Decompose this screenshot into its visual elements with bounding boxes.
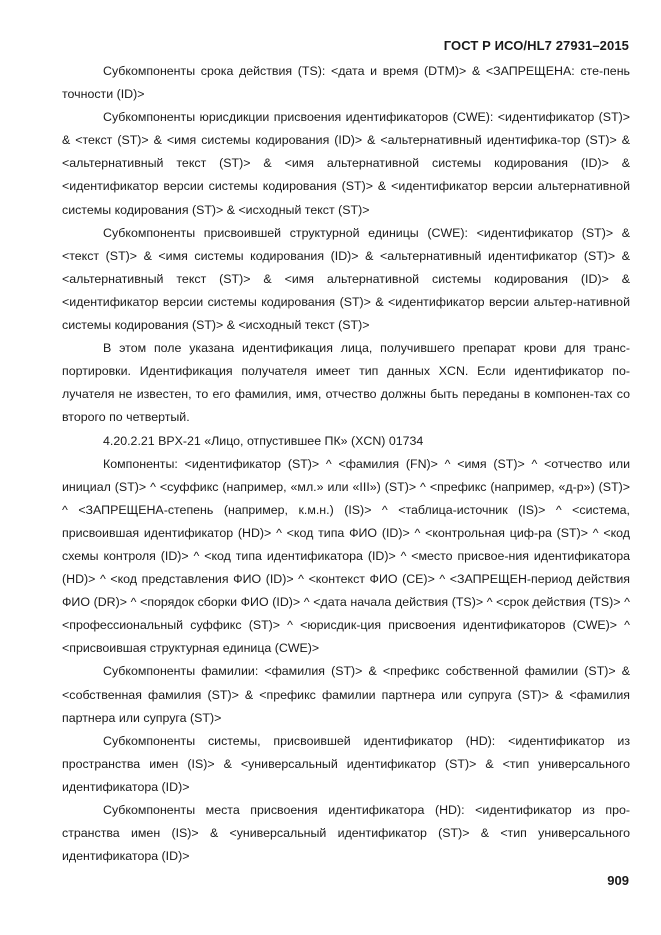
section-heading-bpx-21: 4.20.2.21 BPX-21 «Лицо, отпустившее ПК» (XCN) 01734 — [103, 433, 424, 448]
paragraph-department-subcomponents: Субкомпоненты присвоившей структурной единицы (CWE): <идентификатор (ST)> & <текст (ST)> & <имя системы кодирования (ID)> & <альтернативный идентификатор (ST)> & <альтернативный текст (ST)> & <имя альтернативной системы кодирования (ID)> & <идентификатор версии системы кодирования (ST)> & <идентификатор версии альтер-нативной системы кодирования (ST)> & <исходный текст (ST)> — [62, 225, 630, 333]
page-number: 909 — [607, 873, 629, 888]
paragraph-jurisdiction-subcomponents: Субкомпоненты юрисдикции присвоения идентификаторов (CWE): <идентификатор (ST)> & <текст (ST)> & <имя системы кодирования (ID)> & <альтернативный идентифика-тор (ST)> & <альтернативный текст (ST)> & <имя альтернативной системы кодирования (ID)> & <идентификатор версии системы кодирования (ST)> & <идентификатор версии альтернативной системы кодирования (ST)> & <исходный текст (ST)> — [62, 110, 630, 217]
paragraph-assigning-authority-subcomponents: Субкомпоненты системы, присвоившей идентификатор (HD): <идентификатор из пространства имен (IS)> & <универсальный идентификатор (ST)> & <тип универсального идентификатора (ID)> — [62, 733, 630, 794]
standard-header: ГОСТ Р ИСО/HL7 27931–2015 — [443, 38, 629, 53]
paragraph-components: Компоненты: <идентификатор (ST)> ^ <фамилия (FN)> ^ <имя (ST)> ^ <отчество или инициал (ST)> ^ <суффикс (например, «мл.» или «III») (ST)> ^ <префикс (например, «д-р») (ST)> ^ <ЗАПРЕЩЕНА-степень (например, к.м.н.) (IS)> ^ <таблица-источник (IS)> ^ <система, присвоившая идентификатор (HD)> ^ <код типа ФИО (ID)> ^ <контрольная циф-ра (ST)> ^ <код схемы контроля (ID)> ^ <код типа идентификатора (ID)> ^ <место присвое-ния идентификатора (HD)> ^ <код представления ФИО (ID)> ^ <контекст ФИО (CE)> ^ <ЗАПРЕЩЕН-период действия ФИО (DR)> ^ <порядок сборки ФИО (ID)> ^ <дата начала действия (TS)> ^ <срок действия (TS)> ^ <профессиональный суффикс (ST)> ^ <юрисдик-ция присвоения идентификаторов (CWE)> ^ <присвоившая структурная единица (CWE)> — [62, 456, 630, 656]
document-body — [62, 60, 630, 868]
paragraph-validity-subcomponents: Субкомпоненты срока действия (TS): <дата и время (DTM)> & <ЗАПРЕЩЕНА: сте-пень точности (ID)> — [62, 64, 630, 102]
paragraph-field-description: В этом поле указана идентификация лица, получившего препарат крови для транс-портировки. Идентификация получателя имеет тип данных XCN. Если идентификатор по-лучателя не известен, то его фамилия, имя, отчество должны быть переданы в компонен-тах со второго по четвертый. — [62, 341, 630, 425]
paragraph-family-name-subcomponents: Субкомпоненты фамилии: <фамилия (ST)> & <префикс собственной фамилии (ST)> & <собственная фамилия (ST)> & <префикс фамилии партнера или супруга (ST)> & <фамилия партнера или супруга (ST)> — [62, 664, 630, 725]
paragraph-assigning-facility-subcomponents: Субкомпоненты места присвоения идентификатора (HD): <идентификатор из про-странства имен (IS)> & <универсальный идентификатор (ST)> & <тип универсального идентификатора (ID)> — [62, 803, 630, 864]
